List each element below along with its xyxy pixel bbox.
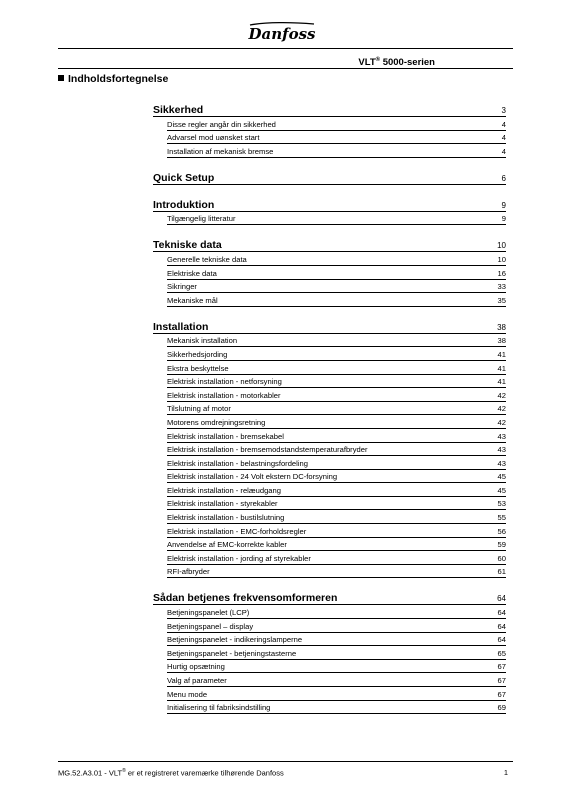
toc-section-title: Sikkerhed <box>153 104 204 116</box>
toc-entry-page: 41 <box>497 363 506 373</box>
toc-entry-page: 64 <box>497 608 506 618</box>
toc-entry-page: 9 <box>501 214 506 224</box>
toc-entry[interactable] <box>167 565 506 579</box>
page-number: 1 <box>503 768 508 777</box>
toc-entry-title: Ekstra beskyttelse <box>167 363 229 373</box>
toc-entry[interactable] <box>167 497 506 511</box>
toc-entry-title: Elektriske data <box>167 268 217 278</box>
toc-entry-title: RFI-afbryder <box>167 567 210 577</box>
toc-section[interactable] <box>153 591 506 605</box>
toc-entry[interactable] <box>167 605 506 619</box>
toc-entry[interactable] <box>167 646 506 660</box>
toc-section-page: 10 <box>497 241 506 251</box>
toc-entry-page: 56 <box>497 526 506 536</box>
toc-entry-page: 10 <box>497 254 506 264</box>
page-title: Indholdsfortegnelse <box>58 73 168 85</box>
toc-entry-page: 45 <box>497 485 506 495</box>
toc-entry-title: Elektrisk installation - relæudgang <box>167 485 281 495</box>
toc-section-title: Introduktion <box>153 198 215 211</box>
toc-entry-title: Installation af mekanisk bremse <box>167 146 274 156</box>
toc-entry[interactable] <box>167 402 506 416</box>
danfoss-logo <box>246 20 318 44</box>
toc-entry-page: 16 <box>497 268 506 278</box>
toc-entry[interactable] <box>167 144 506 158</box>
toc-entry-page: 41 <box>497 377 506 387</box>
toc-entry-title: Betjeningspanelet (LCP) <box>167 608 250 618</box>
square-bullet-icon <box>58 75 64 81</box>
toc-entry[interactable] <box>167 633 506 647</box>
toc-entry-title: Advarsel mod uønsket start <box>167 133 260 143</box>
toc-section-title: Installation <box>153 320 209 333</box>
toc-entry-title: Elektrisk installation - styrekabler <box>167 499 278 509</box>
toc-section-page: 9 <box>501 200 506 210</box>
toc-entry[interactable] <box>167 361 506 375</box>
toc-entry[interactable] <box>167 280 506 294</box>
toc-entry-title: Menu mode <box>167 689 208 699</box>
toc-entry[interactable] <box>167 293 506 307</box>
toc-entry-page: 61 <box>497 567 506 577</box>
toc-entry-page: 53 <box>497 499 506 509</box>
toc-entry[interactable] <box>167 347 506 361</box>
toc-entry[interactable] <box>167 252 506 266</box>
toc-entry-page: 64 <box>497 635 506 645</box>
toc-entry[interactable] <box>167 429 506 443</box>
toc-entry-title: Mekaniske mål <box>167 295 218 305</box>
model-title: VLT® 5000-serien <box>358 57 435 69</box>
toc-entry-title: Anvendelse af EMC-korrekte kabler <box>167 540 287 550</box>
toc-entry[interactable] <box>167 131 506 145</box>
toc-entry-page: 33 <box>497 282 506 292</box>
toc-entry-title: Elektrisk installation - bustilslutning <box>167 513 285 523</box>
toc-section-page: 6 <box>501 173 506 183</box>
toc-section[interactable] <box>153 171 506 185</box>
toc-entry-page: 69 <box>497 703 506 713</box>
toc-entry-page: 41 <box>497 349 506 359</box>
toc-entry[interactable] <box>167 266 506 280</box>
footer-note: MG.52.A3.01 - VLT® er et registreret varemærke tilhørende Danfoss <box>58 768 284 778</box>
toc-entry-title: Sikringer <box>167 282 197 292</box>
toc-section-title: Sådan betjenes frekvensomformeren <box>153 592 338 605</box>
toc-section-page: 3 <box>501 106 506 115</box>
toc-entry-title: Elektrisk installation - EMC-forholdsregler <box>167 526 307 536</box>
toc-entry[interactable] <box>167 483 506 497</box>
toc-entry-title: Elektrisk installation - bremsekabel <box>167 431 284 441</box>
toc-entry-title: Elektrisk installation - jording af styrekabler <box>167 553 311 563</box>
toc-entry[interactable] <box>167 117 506 131</box>
toc-entry-title: Elektrisk installation - belastningsfordeling <box>167 458 308 468</box>
toc-entry[interactable] <box>167 334 506 348</box>
toc-entry-page: 60 <box>497 553 506 563</box>
toc-entry-page: 67 <box>497 662 506 672</box>
toc-entry-title: Elektrisk installation - netforsyning <box>167 377 282 387</box>
toc-section[interactable] <box>153 238 506 252</box>
toc-section-title: Quick Setup <box>153 171 215 184</box>
toc-section[interactable] <box>153 103 506 117</box>
toc-entry-title: Elektrisk installation - bremsemodstandstemperaturafbryder <box>167 445 368 455</box>
toc-entry-page: 55 <box>497 513 506 523</box>
toc-entry-title: Mekanisk installation <box>167 336 238 346</box>
toc-entry-page: 59 <box>497 540 506 550</box>
toc-entry[interactable] <box>167 456 506 470</box>
toc-entry-title: Generelle tekniske data <box>167 254 247 264</box>
footer-rule <box>58 761 513 762</box>
header-rule-bottom <box>58 68 513 69</box>
svg-text:Danfoss: Danfoss <box>248 25 316 43</box>
toc-entry-title: Betjeningspanelet - indikeringslamperne <box>167 635 303 645</box>
toc-entry[interactable] <box>167 388 506 402</box>
toc-entry-page: 67 <box>497 689 506 699</box>
toc-entry-page: 38 <box>497 336 506 346</box>
toc-entry-title: Elektrisk installation - 24 Volt ekstern DC-forsyning <box>167 472 338 482</box>
toc-entry-page: 4 <box>501 146 506 156</box>
toc-entry-title: Betjeningspanelet - betjeningstasterne <box>167 648 297 658</box>
header-rule <box>58 48 513 49</box>
table-of-contents <box>153 103 506 714</box>
toc-entry-title: Motorens omdrejningsretning <box>167 417 266 427</box>
toc-entry-page: 42 <box>497 417 506 427</box>
toc-entry[interactable] <box>167 619 506 633</box>
toc-section-page: 64 <box>497 594 506 604</box>
toc-entry[interactable] <box>167 510 506 524</box>
toc-entry[interactable] <box>167 443 506 457</box>
toc-entry[interactable] <box>167 687 506 701</box>
toc-entry-page: 4 <box>501 133 506 143</box>
toc-entry-title: Tilslutning af motor <box>167 404 231 414</box>
toc-entry[interactable] <box>167 701 506 715</box>
toc-entry[interactable] <box>167 551 506 565</box>
toc-entry-page: 4 <box>501 119 506 129</box>
toc-entry-title: Elektrisk installation - motorkabler <box>167 390 281 400</box>
toc-section[interactable] <box>153 320 506 334</box>
toc-entry[interactable] <box>167 660 506 674</box>
toc-entry-title: Disse regler angår din sikkerhed <box>167 119 276 129</box>
toc-entry-page: 42 <box>497 390 506 400</box>
toc-section-page: 38 <box>497 322 506 332</box>
toc-entry[interactable] <box>167 375 506 389</box>
toc-entry-title: Hurtig opsætning <box>167 662 225 672</box>
footer <box>58 768 508 778</box>
toc-entry[interactable] <box>167 212 506 226</box>
toc-entry[interactable] <box>167 470 506 484</box>
toc-section-title: Tekniske data <box>153 239 222 252</box>
toc-entry[interactable] <box>167 415 506 429</box>
toc-entry-page: 35 <box>497 295 506 305</box>
toc-entry-page: 43 <box>497 458 506 468</box>
toc-entry[interactable] <box>167 524 506 538</box>
toc-entry-title: Betjeningspanel – display <box>167 621 254 631</box>
toc-entry-title: Initialisering til fabriksindstilling <box>167 703 271 713</box>
toc-entry-title: Valg af parameter <box>167 676 227 685</box>
toc-entry-page: 45 <box>497 472 506 482</box>
toc-entry-page: 43 <box>497 445 506 455</box>
toc-section[interactable] <box>153 198 506 212</box>
toc-entry-page: 65 <box>497 648 506 658</box>
toc-entry[interactable] <box>167 538 506 552</box>
toc-entry-page: 64 <box>497 621 506 631</box>
toc-entry[interactable] <box>167 673 506 687</box>
toc-entry-page: 42 <box>497 404 506 414</box>
toc-entry-title: Tilgængelig litteratur <box>167 214 236 224</box>
toc-entry-page: 67 <box>497 676 506 685</box>
toc-entry-page: 43 <box>497 431 506 441</box>
toc-entry-title: Sikkerhedsjording <box>167 349 228 359</box>
